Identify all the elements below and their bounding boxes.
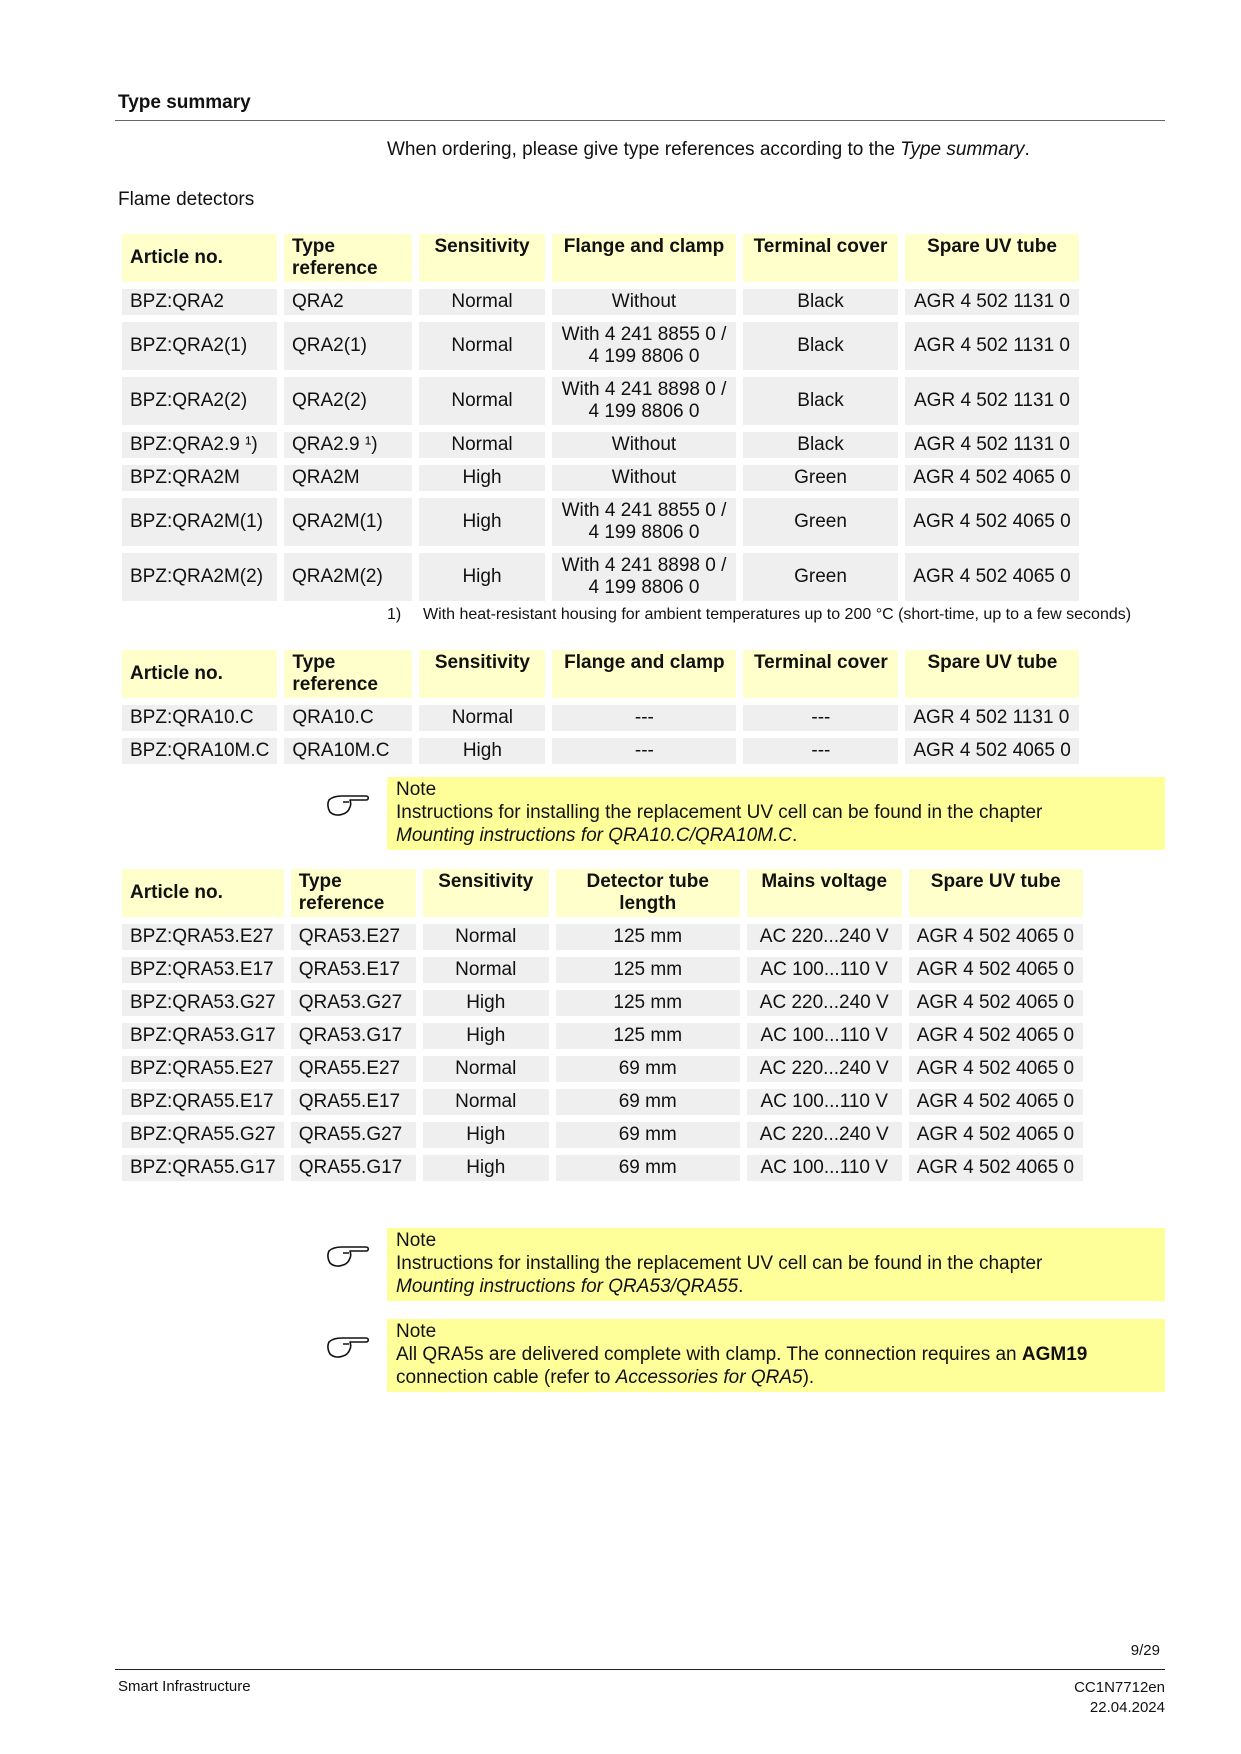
table-cell: Normal	[419, 322, 545, 370]
table-cell: BPZ:QRA53.E17	[122, 957, 284, 983]
intro-italic: Type summary	[900, 139, 1025, 160]
table-header-row	[122, 650, 1079, 698]
col-header: Spare UV tube	[905, 234, 1079, 282]
table-cell: BPZ:QRA2M(2)	[122, 553, 277, 601]
table-cell: BPZ:QRA10.C	[122, 705, 277, 731]
table-cell: AC 220...240 V	[747, 990, 902, 1016]
col-header: Sensitivity	[419, 650, 545, 698]
cable-name: AGM19	[1021, 1344, 1088, 1365]
table-row	[122, 377, 1079, 425]
table-cell: BPZ:QRA2(1)	[122, 322, 277, 370]
table-cell: Normal	[419, 377, 545, 425]
col-header: Article no.	[122, 869, 284, 917]
table-cell: Without	[552, 465, 736, 491]
table-cell: QRA10M.C	[284, 738, 412, 764]
table-cell: BPZ:QRA53.E27	[122, 924, 284, 950]
page-number: 9/29	[1130, 1642, 1160, 1659]
pointing-hand-icon	[326, 1241, 370, 1269]
table-cell: Normal	[419, 289, 545, 315]
table-cell: High	[423, 990, 549, 1016]
table-header-row	[122, 869, 1083, 917]
footnote-text: With heat-resistant housing for ambient temperatures up to 200 °C (short-time, up to a few seconds)	[423, 606, 1132, 623]
table-cell: AGR 4 502 1131 0	[905, 289, 1079, 315]
note-text: All QRA5s are delivered complete with clamp. The connection requires an AGM19 connection cable (refer to Accessories for QRA5).	[396, 1344, 1088, 1388]
section-title: Type summary	[118, 92, 251, 113]
table-row	[122, 465, 1079, 491]
table-cell: BPZ:QRA55.E17	[122, 1089, 284, 1115]
table-cell: QRA2M(1)	[284, 498, 412, 546]
table-cell: AC 220...240 V	[747, 1056, 902, 1082]
table-cell: BPZ:QRA2.9 ¹)	[122, 432, 277, 458]
table-cell: With 4 241 8855 0 / 4 199 8806 0	[552, 498, 736, 546]
table-cell: Normal	[419, 705, 545, 731]
table-cell: High	[419, 465, 545, 491]
table-cell: With 4 241 8898 0 / 4 199 8806 0	[552, 377, 736, 425]
chapter-reference: Accessories for QRA5	[615, 1367, 803, 1388]
table-cell: AGR 4 502 4065 0	[905, 738, 1079, 764]
table-cell: Normal	[419, 432, 545, 458]
table-cell: QRA2(1)	[284, 322, 412, 370]
intro-text	[387, 139, 1030, 161]
qra10-type-table	[115, 643, 1086, 771]
table-cell: AGR 4 502 4065 0	[909, 924, 1083, 950]
table-cell: 69 mm	[556, 1089, 740, 1115]
table-cell: Black	[743, 432, 898, 458]
table-cell: 125 mm	[556, 1023, 740, 1049]
table-cell: BPZ:QRA2M(1)	[122, 498, 277, 546]
col-header: Type reference	[284, 650, 412, 698]
table-row	[122, 990, 1083, 1016]
table-cell: AGR 4 502 1131 0	[905, 377, 1079, 425]
table-row	[122, 738, 1079, 764]
table-row	[122, 553, 1079, 601]
col-header: Sensitivity	[419, 234, 545, 282]
footnote	[387, 606, 1131, 624]
table-cell: BPZ:QRA55.E27	[122, 1056, 284, 1082]
table-cell: BPZ:QRA53.G17	[122, 1023, 284, 1049]
table-cell: QRA2	[284, 289, 412, 315]
table-cell: AGR 4 502 4065 0	[909, 1056, 1083, 1082]
table-cell: Black	[743, 289, 898, 315]
table-header-row	[122, 234, 1079, 282]
document-date: 22.04.2024	[1089, 1699, 1165, 1716]
table-cell: With 4 241 8898 0 / 4 199 8806 0	[552, 553, 736, 601]
table-row	[122, 322, 1079, 370]
col-header: Type reference	[284, 234, 412, 282]
table-cell: High	[419, 553, 545, 601]
table-cell: BPZ:QRA55.G17	[122, 1155, 284, 1181]
table-cell: QRA53.E27	[291, 924, 416, 950]
table-cell: ---	[743, 738, 898, 764]
table-cell: 69 mm	[556, 1122, 740, 1148]
table-row	[122, 1056, 1083, 1082]
chapter-reference: Mounting instructions for QRA53/QRA55	[396, 1276, 739, 1297]
table-cell: High	[423, 1122, 549, 1148]
col-header: Flange and clamp	[552, 234, 736, 282]
table-cell: AC 220...240 V	[747, 924, 902, 950]
table-cell: BPZ:QRA2M	[122, 465, 277, 491]
table-cell: Green	[743, 465, 898, 491]
table-cell: AGR 4 502 4065 0	[905, 553, 1079, 601]
table-cell: High	[419, 738, 545, 764]
table-row	[122, 289, 1079, 315]
section-label: Flame detectors	[118, 189, 255, 210]
table-row	[122, 1089, 1083, 1115]
table-cell: ---	[743, 705, 898, 731]
table-cell: With 4 241 8855 0 / 4 199 8806 0	[552, 322, 736, 370]
footer-doc-info	[1074, 1678, 1165, 1718]
table-cell: 69 mm	[556, 1056, 740, 1082]
table-cell: BPZ:QRA2	[122, 289, 277, 315]
table-cell: Black	[743, 377, 898, 425]
table-cell: Normal	[423, 957, 549, 983]
table-cell: AGR 4 502 4065 0	[909, 990, 1083, 1016]
table-cell: Normal	[423, 1089, 549, 1115]
col-header: Terminal cover	[743, 650, 898, 698]
note-heading: Note	[396, 779, 437, 800]
table-cell: BPZ:QRA53.G27	[122, 990, 284, 1016]
table-cell: Without	[552, 432, 736, 458]
table-cell: AC 100...110 V	[747, 1155, 902, 1181]
table-cell: QRA53.E17	[291, 957, 416, 983]
table-cell: AGR 4 502 4065 0	[909, 1122, 1083, 1148]
note-heading: Note	[396, 1321, 437, 1342]
note-box	[387, 1228, 1165, 1301]
table-cell: 125 mm	[556, 957, 740, 983]
note-heading: Note	[396, 1230, 437, 1251]
table-cell: QRA53.G27	[291, 990, 416, 1016]
table-cell: High	[419, 498, 545, 546]
footer-company: Smart Infrastructure	[118, 1678, 251, 1695]
table-cell: QRA2(2)	[284, 377, 412, 425]
table-cell: ---	[552, 705, 736, 731]
note-text: Instructions for installing the replacement UV cell can be found in the chapter Mounting instructions for QRA10.C/QRA10M.C.	[396, 802, 1043, 846]
note-text: Instructions for installing the replacement UV cell can be found in the chapter Mounting instructions for QRA53/QRA55.	[396, 1253, 1043, 1297]
table-cell: AGR 4 502 4065 0	[909, 1089, 1083, 1115]
table-cell: High	[423, 1023, 549, 1049]
table-cell: AGR 4 502 1131 0	[905, 322, 1079, 370]
col-header: Type reference	[291, 869, 416, 917]
table-cell: Green	[743, 498, 898, 546]
table-cell: Normal	[423, 924, 549, 950]
table-cell: Normal	[423, 1056, 549, 1082]
col-header: Spare UV tube	[909, 869, 1083, 917]
table-cell: AC 100...110 V	[747, 1023, 902, 1049]
table-cell: QRA55.E17	[291, 1089, 416, 1115]
table-cell: 125 mm	[556, 924, 740, 950]
table-cell: QRA55.G17	[291, 1155, 416, 1181]
table-cell: ---	[552, 738, 736, 764]
table-cell: Black	[743, 322, 898, 370]
table-cell: BPZ:QRA10M.C	[122, 738, 277, 764]
footer-divider	[115, 1669, 1165, 1670]
table-cell: AGR 4 502 1131 0	[905, 432, 1079, 458]
table-cell: AGR 4 502 4065 0	[909, 957, 1083, 983]
table-row	[122, 924, 1083, 950]
table-cell: QRA2M	[284, 465, 412, 491]
table-cell: AGR 4 502 4065 0	[905, 498, 1079, 546]
col-header: Spare UV tube	[905, 650, 1079, 698]
table-row	[122, 957, 1083, 983]
intro-prefix: When ordering, please give type references according to the	[387, 139, 901, 160]
note-box	[387, 1319, 1165, 1392]
table-row	[122, 705, 1079, 731]
qra5-type-table	[115, 862, 1090, 1188]
col-header: Flange and clamp	[552, 650, 736, 698]
qra2-type-table	[115, 227, 1086, 608]
table-cell: QRA55.G27	[291, 1122, 416, 1148]
table-cell: QRA2M(2)	[284, 553, 412, 601]
col-header: Sensitivity	[423, 869, 549, 917]
table-cell: AGR 4 502 4065 0	[909, 1023, 1083, 1049]
table-cell: AC 100...110 V	[747, 957, 902, 983]
table-cell: QRA55.E27	[291, 1056, 416, 1082]
col-header: Terminal cover	[743, 234, 898, 282]
col-header: Article no.	[122, 650, 277, 698]
table-cell: 125 mm	[556, 990, 740, 1016]
table-row	[122, 1023, 1083, 1049]
table-row	[122, 498, 1079, 546]
table-cell: AGR 4 502 4065 0	[905, 465, 1079, 491]
table-cell: High	[423, 1155, 549, 1181]
intro-suffix: .	[1024, 139, 1030, 160]
table-cell: QRA10.C	[284, 705, 412, 731]
table-cell: AC 220...240 V	[747, 1122, 902, 1148]
col-header: Article no.	[122, 234, 277, 282]
table-cell: Green	[743, 553, 898, 601]
chapter-reference: Mounting instructions for QRA10.C/QRA10M.C	[396, 825, 792, 846]
pointing-hand-icon	[326, 790, 370, 818]
table-cell: AGR 4 502 4065 0	[909, 1155, 1083, 1181]
col-header: Mains voltage	[747, 869, 902, 917]
pointing-hand-icon	[326, 1332, 370, 1360]
table-cell: QRA2.9 ¹)	[284, 432, 412, 458]
col-header: Detector tube length	[556, 869, 740, 917]
table-cell: QRA53.G17	[291, 1023, 416, 1049]
table-row	[122, 432, 1079, 458]
table-cell: 69 mm	[556, 1155, 740, 1181]
table-row	[122, 1155, 1083, 1181]
table-cell: Without	[552, 289, 736, 315]
table-row	[122, 1122, 1083, 1148]
table-cell: BPZ:QRA55.G27	[122, 1122, 284, 1148]
table-cell: AGR 4 502 1131 0	[905, 705, 1079, 731]
note-box	[387, 777, 1165, 850]
footnote-marker: 1)	[387, 606, 402, 623]
table-cell: BPZ:QRA2(2)	[122, 377, 277, 425]
title-divider	[115, 120, 1165, 121]
table-cell: AC 100...110 V	[747, 1089, 902, 1115]
document-id: CC1N7712en	[1074, 1679, 1165, 1696]
